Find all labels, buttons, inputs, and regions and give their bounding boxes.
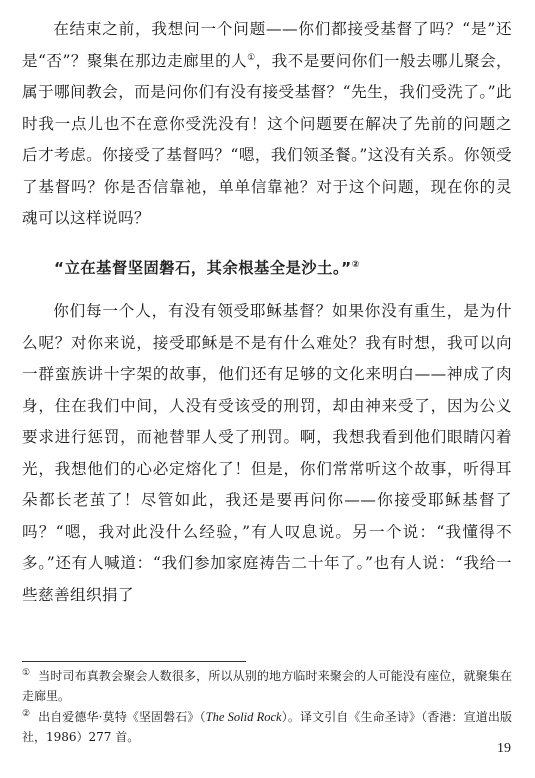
paragraph-1-part2: ，我不是要问你们一般去哪儿聚会，属于哪间教会，而是问你们有没有接受基督？“先生，我们受洗了。”此时我一点儿也不在意你受洗没有！这个问题要在解决了先前的问题之后才考虑。你接受了基督吗？“嗯，我们领圣餐。”这没有关系。你领受了基督吗？你是否信靠祂，单单信靠祂？对于这个问题，现在你的灵魂可以这样说吗？ bbox=[22, 51, 512, 227]
hymn-quote bbox=[54, 254, 514, 282]
footnote-2-title: The Solid Rock bbox=[205, 710, 282, 724]
paragraph-1-part1: 在结束之前，我想问一个问题——你们都接受基督了吗？“是”还是“否”？聚集在那边走廊里的人 bbox=[22, 20, 512, 70]
footnote-1-marker: ① bbox=[22, 668, 31, 678]
footnote-1 bbox=[22, 666, 512, 706]
footnote-2-post: ）。译文引自《生命圣诗》（香港：宣道出版社，1986）277 首。 bbox=[22, 710, 512, 744]
footnote-2-pre: 出自爱德华·莫特《坚固磐石》（ bbox=[38, 710, 206, 724]
footnote-2-marker: ② bbox=[22, 709, 31, 719]
hymn-quote-text: “立在基督坚固磐石，其余根基全是沙土。” bbox=[54, 259, 352, 277]
footnote-divider bbox=[22, 661, 246, 662]
footnote-ref-1: ① bbox=[247, 52, 256, 63]
footnote-1-text: 当时司布真教会聚会人数很多，所以从别的地方临时来聚会的人可能没有座位，就聚集在走廊里。 bbox=[22, 669, 512, 703]
paragraph-1 bbox=[22, 14, 512, 235]
paragraph-2: 你们每一个人，有没有领受耶稣基督？如果你没有重生，是为什么呢？对你来说，接受耶稣是不是有什么难处？我有时想，我可以向一群蛮族讲十字架的故事，他们还有足够的文化来明白——神成了肉身，住在我们中间，人没有受该受的刑罚，却由神来受了，因为公义要求进行惩罚，而祂替罪人受了刑罚。啊，我想我看到他们眼睛闪着光，我想他们的心必定熔化了！但是，你们常常听这个故事，听得耳朵都长老茧了！尽管如此，我还是要再问你——你接受耶稣基督了吗？“嗯，我对此没什么经验，”有人叹息说。另一个说：“我懂得不多。”还有人喊道：“我们参加家庭祷告二十年了。”也有人说：“我给一些慈善组织捐了 bbox=[22, 302, 512, 604]
page-number: 19 bbox=[497, 741, 511, 756]
footnote-2 bbox=[22, 707, 512, 747]
footnote-ref-2: ② bbox=[351, 259, 360, 270]
